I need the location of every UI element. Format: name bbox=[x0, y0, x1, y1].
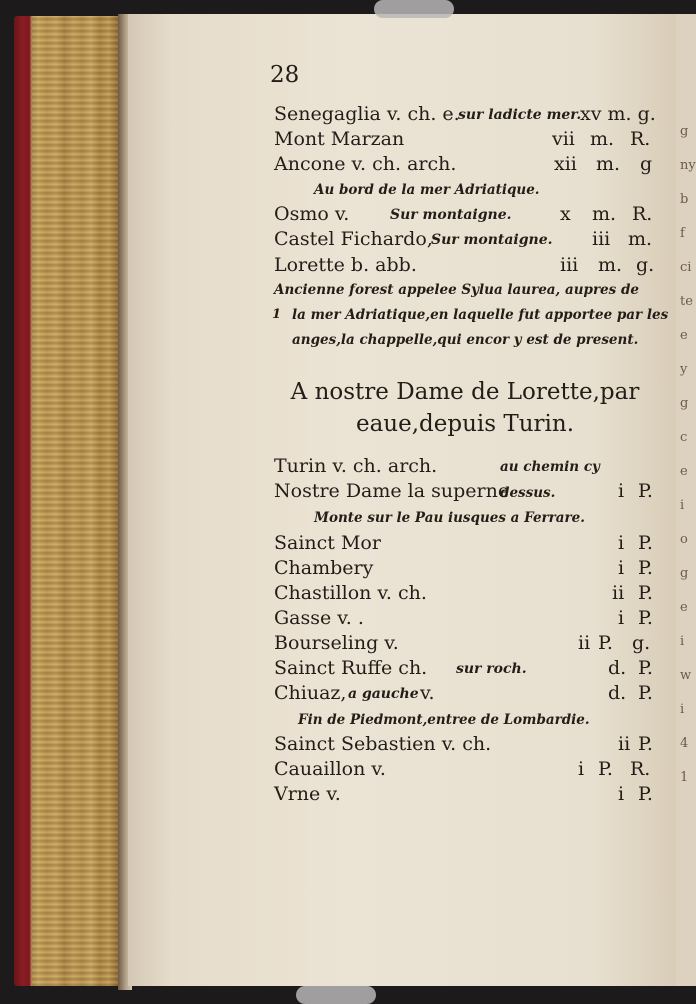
distance-number: i bbox=[618, 557, 625, 579]
next-page-fragment: f bbox=[680, 226, 685, 241]
paragraph-line: Ancienne forest appelee Sylua laurea, aupres de bbox=[274, 282, 639, 298]
distance-number: iii bbox=[592, 228, 611, 250]
route-mark: R. bbox=[630, 758, 651, 780]
route-mark: g bbox=[640, 153, 653, 175]
distance-number: vii bbox=[552, 128, 575, 150]
distance-number: x bbox=[560, 203, 571, 225]
route-note: Au bord de la mer Adriatique. bbox=[314, 182, 540, 198]
distance-unit: P. bbox=[638, 657, 653, 679]
place-suffix: v. bbox=[420, 682, 435, 704]
place-note: Sur montaigne. bbox=[431, 232, 553, 248]
next-page-fragment: o bbox=[680, 532, 688, 547]
place-name: Chastillon v. ch. bbox=[274, 582, 427, 604]
place-name: Sainct Ruffe ch. bbox=[274, 657, 428, 679]
next-page-fragment: e bbox=[680, 328, 688, 343]
distance-unit: P. bbox=[638, 733, 653, 755]
itinerary-row bbox=[274, 580, 656, 606]
book-binding bbox=[14, 16, 124, 986]
place-name: Osmo v. bbox=[274, 203, 350, 225]
route-mark: g. bbox=[632, 632, 651, 654]
place-name: Chiuaz, bbox=[274, 682, 347, 704]
distance-number: d. bbox=[608, 657, 627, 679]
distance-number: i bbox=[618, 532, 625, 554]
page-clip-bottom bbox=[296, 986, 376, 1004]
page-number: 28 bbox=[270, 62, 300, 88]
place-name: Bourseling v. bbox=[274, 632, 399, 654]
itinerary-row bbox=[274, 731, 656, 757]
next-page-fragment: b bbox=[680, 192, 689, 207]
place-name: Castel Fichardo, bbox=[274, 228, 433, 250]
distance-unit: P. bbox=[638, 480, 653, 502]
itinerary-row bbox=[274, 101, 656, 127]
next-page-fragment: c bbox=[680, 430, 688, 445]
place-note: a gauche bbox=[348, 686, 419, 702]
distance-number: ii bbox=[612, 582, 625, 604]
distance-number: i bbox=[618, 480, 625, 502]
next-page-fragment: i bbox=[680, 498, 685, 513]
distance: xv m. g. bbox=[580, 103, 656, 125]
distance-unit: m. bbox=[592, 203, 617, 225]
itinerary-row bbox=[274, 680, 656, 706]
place-name: Mont Marzan bbox=[274, 128, 405, 150]
page-clip-top bbox=[374, 0, 454, 18]
next-page-fragment: y bbox=[680, 362, 688, 377]
place-name: Turin v. ch. arch. bbox=[274, 455, 438, 477]
place-note: au chemin cy dessus. bbox=[500, 459, 600, 501]
place-name: Gasse v. . bbox=[274, 607, 364, 629]
section-heading-line: A nostre Dame de Lorette,par bbox=[290, 379, 640, 405]
distance-unit: m. bbox=[598, 254, 623, 276]
itinerary-row bbox=[274, 252, 656, 278]
place-name: Lorette b. abb. bbox=[274, 254, 417, 276]
distance-unit: P. bbox=[638, 682, 653, 704]
route-mark: R. bbox=[630, 128, 651, 150]
paragraph-line: la mer Adriatique,en laquelle fut apportee par les bbox=[292, 307, 669, 323]
next-page-fragment: g bbox=[680, 566, 689, 581]
route-mark: g. bbox=[636, 254, 655, 276]
distance-number: ii bbox=[578, 632, 591, 654]
distance-number: ii bbox=[618, 733, 631, 755]
place-name: Cauaillon v. bbox=[274, 758, 386, 780]
distance-unit: m. bbox=[590, 128, 615, 150]
itinerary-row bbox=[274, 151, 656, 177]
margin-mark: 1 bbox=[272, 307, 282, 322]
route-note: Fin de Piedmont,entree de Lombardie. bbox=[298, 712, 590, 728]
distance-unit: P. bbox=[638, 557, 653, 579]
itinerary-row bbox=[274, 655, 656, 681]
itinerary-row bbox=[274, 478, 656, 504]
itinerary-row bbox=[274, 756, 656, 782]
place-name: Nostre Dame la superne bbox=[274, 480, 510, 502]
place-note: sur ladicte mer. bbox=[458, 107, 582, 123]
itinerary-row bbox=[274, 555, 656, 581]
place-name: Senegaglia v. ch. e. bbox=[274, 103, 460, 125]
distance-number: i bbox=[618, 607, 625, 629]
next-page-fragment: 1 bbox=[680, 770, 689, 785]
place-note: Sur montaigne. bbox=[390, 207, 512, 223]
place-note: sur roch. bbox=[456, 661, 527, 677]
next-page-fragment: w bbox=[680, 668, 692, 683]
next-page-fragment: i bbox=[680, 634, 685, 649]
next-page-fragment: 4 bbox=[680, 736, 689, 751]
itinerary-row bbox=[274, 126, 656, 152]
place-name: Vrne v. bbox=[274, 783, 341, 805]
distance-unit: P. bbox=[638, 532, 653, 554]
distance-unit: P. bbox=[638, 582, 653, 604]
distance-unit: m. bbox=[596, 153, 621, 175]
next-page-fragment: e bbox=[680, 464, 688, 479]
itinerary-row bbox=[274, 201, 656, 227]
itinerary-row bbox=[274, 530, 656, 556]
distance-unit: P. bbox=[638, 607, 653, 629]
place-name: Ancone v. ch. arch. bbox=[274, 153, 457, 175]
next-page-fragment: i bbox=[680, 702, 685, 717]
place-name: Sainct Mor bbox=[274, 532, 381, 554]
next-page-fragment: ci bbox=[680, 260, 692, 275]
paragraph-line: anges,la chappelle,qui encor y est de present. bbox=[292, 332, 639, 348]
distance-number: xii bbox=[554, 153, 577, 175]
distance-unit: P. bbox=[598, 632, 613, 654]
route-mark: R. bbox=[632, 203, 653, 225]
itinerary-row bbox=[274, 226, 656, 252]
next-page-fragment: g bbox=[680, 124, 689, 139]
distance-unit: P. bbox=[598, 758, 613, 780]
next-page-fragment: ny bbox=[680, 158, 696, 173]
distance-number: i bbox=[618, 783, 625, 805]
distance-unit: m. bbox=[628, 228, 653, 250]
itinerary-row bbox=[274, 781, 656, 807]
itinerary-row bbox=[274, 630, 656, 656]
next-page-fragment: e bbox=[680, 600, 688, 615]
place-name: Chambery bbox=[274, 557, 374, 579]
distance-number: i bbox=[578, 758, 585, 780]
next-page-edge bbox=[676, 14, 696, 986]
distance-number: d. bbox=[608, 682, 627, 704]
next-page-fragment: te bbox=[680, 294, 693, 309]
distance-unit: P. bbox=[638, 783, 653, 805]
route-note: Monte sur le Pau iusques a Ferrare. bbox=[314, 510, 585, 526]
itinerary-row bbox=[274, 605, 656, 631]
next-page-fragment: g bbox=[680, 396, 689, 411]
place-name: Sainct Sebastien v. ch. bbox=[274, 733, 492, 755]
section-heading-line: eaue,depuis Turin. bbox=[355, 411, 575, 437]
distance-number: iii bbox=[560, 254, 579, 276]
